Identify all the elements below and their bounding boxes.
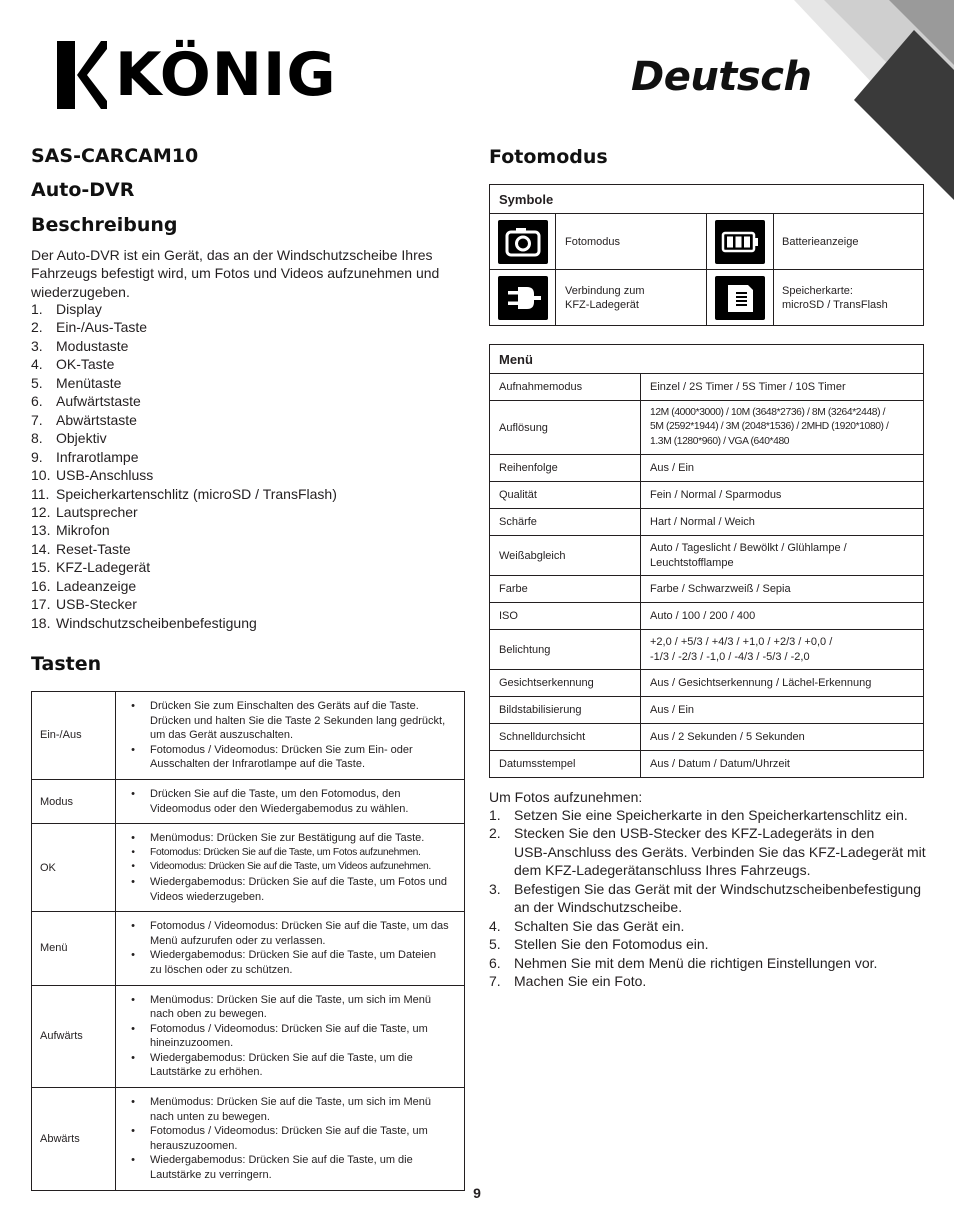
menu-value-line: Auto / 100 / 200 / 400 (650, 609, 756, 622)
part-item (31, 577, 461, 595)
bullet-mark: • (131, 743, 135, 756)
symbol-label-line: Fotomodus (565, 235, 621, 248)
part-number: 5. (31, 374, 43, 391)
bullet-mark: • (131, 993, 135, 1006)
description-paragraph (31, 246, 461, 301)
menu-value-line: 1.3M (1280*960) / VGA (640*480 (650, 435, 790, 447)
part-item (31, 503, 461, 521)
key-bullet-line (116, 963, 458, 978)
key-description (116, 1088, 465, 1191)
part-label: USB-Stecker (56, 596, 137, 613)
menu-setting-name: Datumsstempel (490, 751, 641, 778)
key-name: Menü (32, 912, 116, 985)
menu-setting-name: Aufnahmemodus (490, 374, 641, 401)
step-item (489, 935, 929, 953)
key-description (116, 779, 465, 823)
step-text (514, 935, 929, 953)
menu-value-line: Farbe / Schwarzweiß / Sepia (650, 582, 791, 595)
menu-value-line: Leuchtstofflampe (650, 556, 734, 569)
part-number: 10. (31, 467, 51, 484)
keys-table (31, 691, 465, 1191)
part-number: 2. (31, 319, 43, 336)
menu-row (490, 630, 924, 670)
key-bullet-text: Fotomodus / Videomodus: Drücken Sie auf die Taste, um (150, 1022, 428, 1035)
step-line: Setzen Sie eine Speicherkarte in den Speicherkartenschlitz ein. (514, 807, 908, 823)
menu-row (490, 509, 924, 536)
part-label: Lautsprecher (56, 503, 138, 520)
step-text (514, 824, 929, 879)
bullet-mark: • (131, 1154, 135, 1167)
bullet-mark: • (131, 846, 135, 858)
part-number: 11. (31, 485, 50, 502)
menu-setting-value (641, 482, 924, 509)
key-bullets (116, 1095, 458, 1183)
part-number: 1. (31, 301, 43, 317)
symbol-cell (707, 214, 774, 270)
part-label: Aufwärtstaste (56, 393, 141, 410)
key-bullet-line (116, 1168, 458, 1183)
bullet-mark: • (131, 861, 135, 873)
menu-setting-name: Schärfe (490, 509, 641, 536)
symbol-label (774, 270, 924, 326)
bullet-mark: • (131, 787, 135, 800)
key-bullet-line (116, 1095, 458, 1110)
bullet-mark: • (131, 1022, 135, 1035)
key-bullet-line (116, 993, 458, 1008)
symbols-table-heading: Symbole (490, 185, 924, 214)
bullet-mark (116, 714, 150, 729)
step-line: Befestigen Sie das Gerät mit der Windschutzscheibenbefestigung (514, 880, 922, 897)
description-line: Der Auto-DVR ist ein Gerät, das an der Windschutzscheibe Ihres (31, 247, 433, 263)
bullet-mark: • (131, 1096, 135, 1109)
step-text (514, 972, 929, 990)
key-bullet-text: Menü aufzurufen oder zu verlassen. (150, 934, 326, 947)
key-bullet-line (116, 1051, 458, 1066)
part-label: Reset-Taste (56, 540, 131, 557)
part-number: 17. (31, 596, 51, 613)
key-bullet-text: um das Gerät auszuschalten. (150, 729, 294, 742)
key-bullet-text: Lautstärke zu erhöhen. (150, 1066, 263, 1079)
part-number: 18. (31, 614, 51, 631)
menu-value-line: 5M (2592*1944) / 3M (2048*1536) / 2MHD (1920*1080) / (650, 421, 889, 433)
part-label: Infrarotlampe (56, 448, 139, 465)
key-bullet-text: Wiedergabemodus: Drücken Sie auf die Taste, um die (150, 1154, 413, 1167)
part-item (31, 614, 461, 632)
menu-setting-value (641, 455, 924, 482)
bullet-mark (116, 1007, 150, 1022)
bullet-mark: • (131, 1125, 135, 1138)
key-bullet-text: zu löschen oder zu schützen. (150, 963, 293, 976)
bullet-mark (116, 934, 150, 949)
key-bullet-line (116, 1022, 458, 1037)
part-label: Speicherkartenschlitz (microSD / TransFlash) (56, 485, 337, 502)
part-number: 7. (31, 411, 43, 428)
language-title: Deutsch (631, 54, 812, 100)
part-item (31, 337, 461, 355)
key-bullet-text: Drücken Sie zum Einschalten des Geräts auf die Taste. (150, 700, 419, 712)
bullet-mark (116, 1065, 150, 1080)
key-bullet-text: Menümodus: Drücken Sie auf die Taste, um sich im Menü (150, 993, 432, 1006)
key-bullet-line (116, 890, 458, 905)
step-line: an der Windschutzscheibe. (514, 899, 683, 916)
symbol-label (556, 270, 707, 326)
steps-list (489, 806, 929, 991)
step-number: 4. (489, 917, 501, 934)
brand-logo (57, 40, 337, 110)
menu-table (489, 344, 924, 778)
part-label: OK-Taste (56, 356, 115, 373)
key-bullet-line (116, 919, 458, 934)
part-item (31, 448, 461, 466)
menu-value-line: Einzel / 2S Timer / 5S Timer / 10S Timer (650, 380, 846, 393)
menu-setting-value (641, 603, 924, 630)
menu-setting-value (641, 670, 924, 697)
menu-setting-value (641, 401, 924, 455)
menu-value-line: Auto / Tageslicht / Bewölkt / Glühlampe / (650, 541, 847, 554)
menu-setting-name: Qualität (490, 482, 641, 509)
part-number: 8. (31, 430, 43, 447)
menu-setting-name: Auflösung (490, 401, 641, 455)
menu-row (490, 401, 924, 455)
menu-row (490, 455, 924, 482)
part-item (31, 466, 461, 484)
key-bullets (116, 787, 458, 816)
part-number: 13. (31, 522, 51, 539)
part-number: 6. (31, 393, 43, 410)
key-bullets (116, 699, 458, 772)
step-line: USB-Anschluss des Geräts. Verbinden Sie das KFZ-Ladegerät mit (514, 843, 926, 860)
bullet-mark (116, 757, 150, 772)
key-bullet-line (116, 757, 458, 772)
photo-mode-heading: Fotomodus (489, 146, 608, 168)
menu-value-line: 12M (4000*3000) / 10M (3648*2736) / 8M (3264*2448) / (650, 406, 886, 418)
menu-setting-value (641, 576, 924, 603)
key-name: Abwärts (32, 1088, 116, 1191)
part-item (31, 411, 461, 429)
brand-name: KÖNIG (115, 40, 337, 110)
symbols-table (489, 184, 924, 326)
part-label: Abwärtstaste (56, 411, 137, 428)
step-item (489, 880, 929, 917)
step-item (489, 917, 929, 935)
key-description (116, 824, 465, 912)
key-bullet-text: Wiedergabemodus: Drücken Sie auf die Taste, um Fotos und (150, 875, 447, 888)
key-bullet-line (116, 934, 458, 949)
key-bullet-line (116, 802, 458, 817)
key-bullet-line (116, 699, 458, 714)
key-bullet-text: Drücken und halten Sie die Taste 2 Sekunden lang gedrückt, (150, 714, 446, 727)
menu-setting-name: Belichtung (490, 630, 641, 670)
part-item (31, 318, 461, 336)
symbol-cell (490, 270, 556, 326)
part-item (31, 300, 461, 318)
steps-intro: Um Fotos aufzunehmen: (489, 789, 643, 805)
page-number: 9 (473, 1185, 481, 1201)
menu-table-heading: Menü (490, 345, 924, 374)
key-bullets (116, 993, 458, 1081)
step-text (514, 806, 929, 824)
menu-setting-name: Schnelldurchsicht (490, 724, 641, 751)
key-row (32, 779, 465, 823)
car-charger-plug-icon (498, 276, 548, 320)
step-line: Stellen Sie den Fotomodus ein. (514, 936, 709, 953)
konig-k-mark-icon (57, 41, 107, 109)
key-bullet-text: Wiedergabemodus: Drücken Sie auf die Taste, um Dateien (150, 949, 436, 962)
menu-value-line: Aus / 2 Sekunden / 5 Sekunden (650, 730, 805, 743)
key-bullet-text: Lautstärke zu verringern. (150, 1169, 272, 1182)
menu-value-line: Aus / Datum / Datum/Uhrzeit (650, 757, 790, 770)
bullet-mark (116, 1036, 150, 1051)
key-bullet-line (116, 846, 458, 861)
model-heading: SAS-CARCAM10 (31, 145, 199, 167)
part-label: Menütaste (56, 374, 122, 391)
menu-value-line: Fein / Normal / Sparmodus (650, 488, 782, 501)
step-number: 1. (489, 807, 501, 823)
part-number: 4. (31, 356, 43, 373)
bullet-mark (116, 1110, 150, 1125)
bullet-mark (116, 1168, 150, 1183)
part-item (31, 558, 461, 576)
key-name: OK (32, 824, 116, 912)
description-heading: Beschreibung (31, 214, 178, 236)
menu-row (490, 576, 924, 603)
key-description (116, 692, 465, 780)
menu-value-line: Hart / Normal / Weich (650, 515, 755, 528)
key-name: Ein-/Aus (32, 692, 116, 780)
symbol-label-line: Speicherkarte: (782, 284, 853, 297)
camera-icon (498, 220, 548, 264)
menu-row (490, 374, 924, 401)
step-number: 7. (489, 973, 501, 990)
symbol-label-line: Verbindung zum (565, 284, 645, 297)
key-bullet-line (116, 1036, 458, 1051)
menu-setting-name: Weißabgleich (490, 536, 641, 576)
menu-row (490, 697, 924, 724)
key-bullet-line (116, 1110, 458, 1125)
key-bullet-text: Menümodus: Drücken Sie zur Bestätigung auf die Taste. (150, 832, 425, 845)
part-number: 12. (31, 503, 51, 520)
part-number: 3. (31, 337, 43, 354)
description-line: wiederzugeben. (31, 283, 130, 300)
key-bullet-line (116, 714, 458, 729)
step-number: 2. (489, 825, 501, 842)
key-bullet-line (116, 831, 458, 846)
menu-setting-value (641, 724, 924, 751)
key-bullet-text: Fotomodus: Drücken Sie auf die Taste, um Fotos aufzunehmen. (150, 846, 421, 858)
part-item (31, 355, 461, 373)
key-bullets (116, 919, 458, 977)
menu-setting-value (641, 751, 924, 778)
symbol-label-line: KFZ-Ladegerät (565, 298, 639, 311)
part-label: Ein-/Aus-Taste (56, 319, 148, 336)
bullet-mark (116, 963, 150, 978)
menu-setting-value (641, 509, 924, 536)
step-text (514, 917, 929, 935)
key-bullet-text: nach oben zu bewegen. (150, 1008, 267, 1021)
bullet-mark: • (131, 1051, 135, 1064)
memory-card-icon (715, 276, 765, 320)
step-item (489, 954, 929, 972)
bullet-mark (116, 802, 150, 817)
part-label: Ladeanzeige (56, 577, 137, 594)
menu-setting-value (641, 374, 924, 401)
key-row (32, 912, 465, 985)
menu-setting-name: Farbe (490, 576, 641, 603)
key-bullet-text: Fotomodus / Videomodus: Drücken Sie zum Ein- oder (150, 743, 413, 756)
key-bullet-line (116, 1139, 458, 1154)
key-bullet-text: Menümodus: Drücken Sie auf die Taste, um sich im Menü (150, 1096, 432, 1109)
part-item (31, 429, 461, 447)
key-bullet-line (116, 787, 458, 802)
part-label: USB-Anschluss (56, 467, 154, 484)
part-number: 15. (31, 559, 51, 576)
menu-row (490, 603, 924, 630)
symbol-label-line: microSD / TransFlash (782, 298, 888, 311)
menu-row (490, 724, 924, 751)
part-item (31, 521, 461, 539)
key-bullet-text: Wiedergabemodus: Drücken Sie auf die Taste, um die (150, 1051, 413, 1064)
symbol-label-line: Batterieanzeige (782, 235, 859, 248)
step-item (489, 806, 929, 824)
key-bullet-text: hineinzuzoomen. (150, 1037, 234, 1050)
menu-value-line: -1/3 / -2/3 / -1,0 / -4/3 / -5/3 / -2,0 (650, 650, 810, 663)
bullet-mark: • (131, 700, 135, 712)
key-bullet-line (116, 1007, 458, 1022)
description-line: Fahrzeugs befestigt wird, um Fotos und Videos aufzunehmen und (31, 265, 440, 282)
menu-setting-value (641, 630, 924, 670)
step-line: Stecken Sie den USB-Stecker des KFZ-Ladegeräts in den (514, 825, 875, 842)
menu-setting-name: Reihenfolge (490, 455, 641, 482)
key-bullet-text: Fotomodus / Videomodus: Drücken Sie auf die Taste, um (150, 1125, 428, 1138)
part-item (31, 540, 461, 558)
step-text (514, 954, 929, 972)
key-bullet-line (116, 728, 458, 743)
part-label: Windschutzscheibenbefestigung (56, 614, 257, 631)
menu-row (490, 482, 924, 509)
menu-value-line: Aus / Ein (650, 703, 695, 716)
keys-heading: Tasten (31, 653, 102, 675)
key-bullet-line (116, 948, 458, 963)
bullet-mark (116, 1139, 150, 1154)
key-bullet-text: Videomodus oder den Wiedergabemodus zu wählen. (150, 802, 409, 815)
key-bullet-line (116, 860, 458, 875)
bullet-mark (116, 890, 150, 905)
key-bullet-text: Videos wiederzugeben. (150, 890, 265, 903)
step-text (514, 880, 929, 917)
step-number: 3. (489, 880, 501, 897)
menu-value-line: Aus / Ein (650, 461, 695, 474)
menu-setting-name: Bildstabilisierung (490, 697, 641, 724)
menu-row (490, 751, 924, 778)
parts-list (31, 300, 461, 632)
key-bullet-text: herauszuzoomen. (150, 1139, 238, 1152)
bullet-mark: • (131, 949, 135, 962)
part-item (31, 485, 461, 503)
key-bullet-text: Fotomodus / Videomodus: Drücken Sie auf die Taste, um das (150, 920, 449, 933)
menu-row (490, 536, 924, 576)
part-number: 16. (31, 577, 51, 594)
key-name: Modus (32, 779, 116, 823)
key-description (116, 985, 465, 1088)
product-heading: Auto-DVR (31, 179, 135, 201)
part-number: 14. (31, 540, 51, 557)
part-label: KFZ-Ladegerät (56, 559, 151, 576)
menu-setting-value (641, 697, 924, 724)
key-bullet-text: Ausschalten der Infrarotlampe auf die Taste. (150, 758, 366, 771)
step-line: Schalten Sie das Gerät ein. (514, 917, 685, 934)
symbol-cell (490, 214, 556, 270)
key-bullet-line (116, 1153, 458, 1168)
menu-row (490, 670, 924, 697)
menu-value-line: Aus / Gesichtserkennung / Lächel-Erkennung (650, 676, 872, 689)
step-item (489, 824, 929, 879)
key-bullet-text: Videomodus: Drücken Sie auf die Taste, um Videos aufzunehmen. (150, 861, 431, 873)
bullet-mark: • (131, 920, 135, 933)
key-bullets (116, 831, 458, 904)
symbol-cell (707, 270, 774, 326)
part-number: 9. (31, 448, 43, 465)
corner-decoration (794, 0, 954, 200)
key-row (32, 1088, 465, 1191)
menu-setting-name: ISO (490, 603, 641, 630)
key-bullet-line (116, 743, 458, 758)
step-number: 6. (489, 954, 501, 971)
key-bullet-line (116, 875, 458, 890)
symbol-label (556, 214, 707, 270)
key-bullet-line (116, 1065, 458, 1080)
key-bullet-text: nach unten zu bewegen. (150, 1110, 270, 1123)
part-item (31, 392, 461, 410)
step-item (489, 972, 929, 990)
bullet-mark (116, 728, 150, 743)
part-item (31, 595, 461, 613)
part-label: Objektiv (56, 430, 107, 447)
menu-value-line: +2,0 / +5/3 / +4/3 / +1,0 / +2/3 / +0,0 / (650, 635, 833, 648)
key-row (32, 985, 465, 1088)
key-bullet-line (116, 1124, 458, 1139)
key-description (116, 912, 465, 985)
part-label: Display (56, 301, 102, 317)
part-label: Mikrofon (56, 522, 110, 539)
step-number: 5. (489, 936, 501, 953)
key-row (32, 824, 465, 912)
part-item (31, 374, 461, 392)
battery-icon (715, 220, 765, 264)
symbol-label (774, 214, 924, 270)
bullet-mark: • (131, 875, 135, 888)
key-bullet-text: Drücken Sie auf die Taste, um den Fotomodus, den (150, 787, 401, 800)
step-line: dem KFZ-Ladegerätanschluss Ihres Fahrzeugs. (514, 862, 811, 879)
menu-setting-name: Gesichtserkennung (490, 670, 641, 697)
step-line: Machen Sie ein Foto. (514, 973, 647, 990)
part-label: Modustaste (56, 337, 129, 354)
key-row (32, 692, 465, 780)
key-name: Aufwärts (32, 985, 116, 1088)
bullet-mark: • (131, 832, 135, 845)
menu-setting-value (641, 536, 924, 576)
step-line: Nehmen Sie mit dem Menü die richtigen Einstellungen vor. (514, 954, 878, 971)
